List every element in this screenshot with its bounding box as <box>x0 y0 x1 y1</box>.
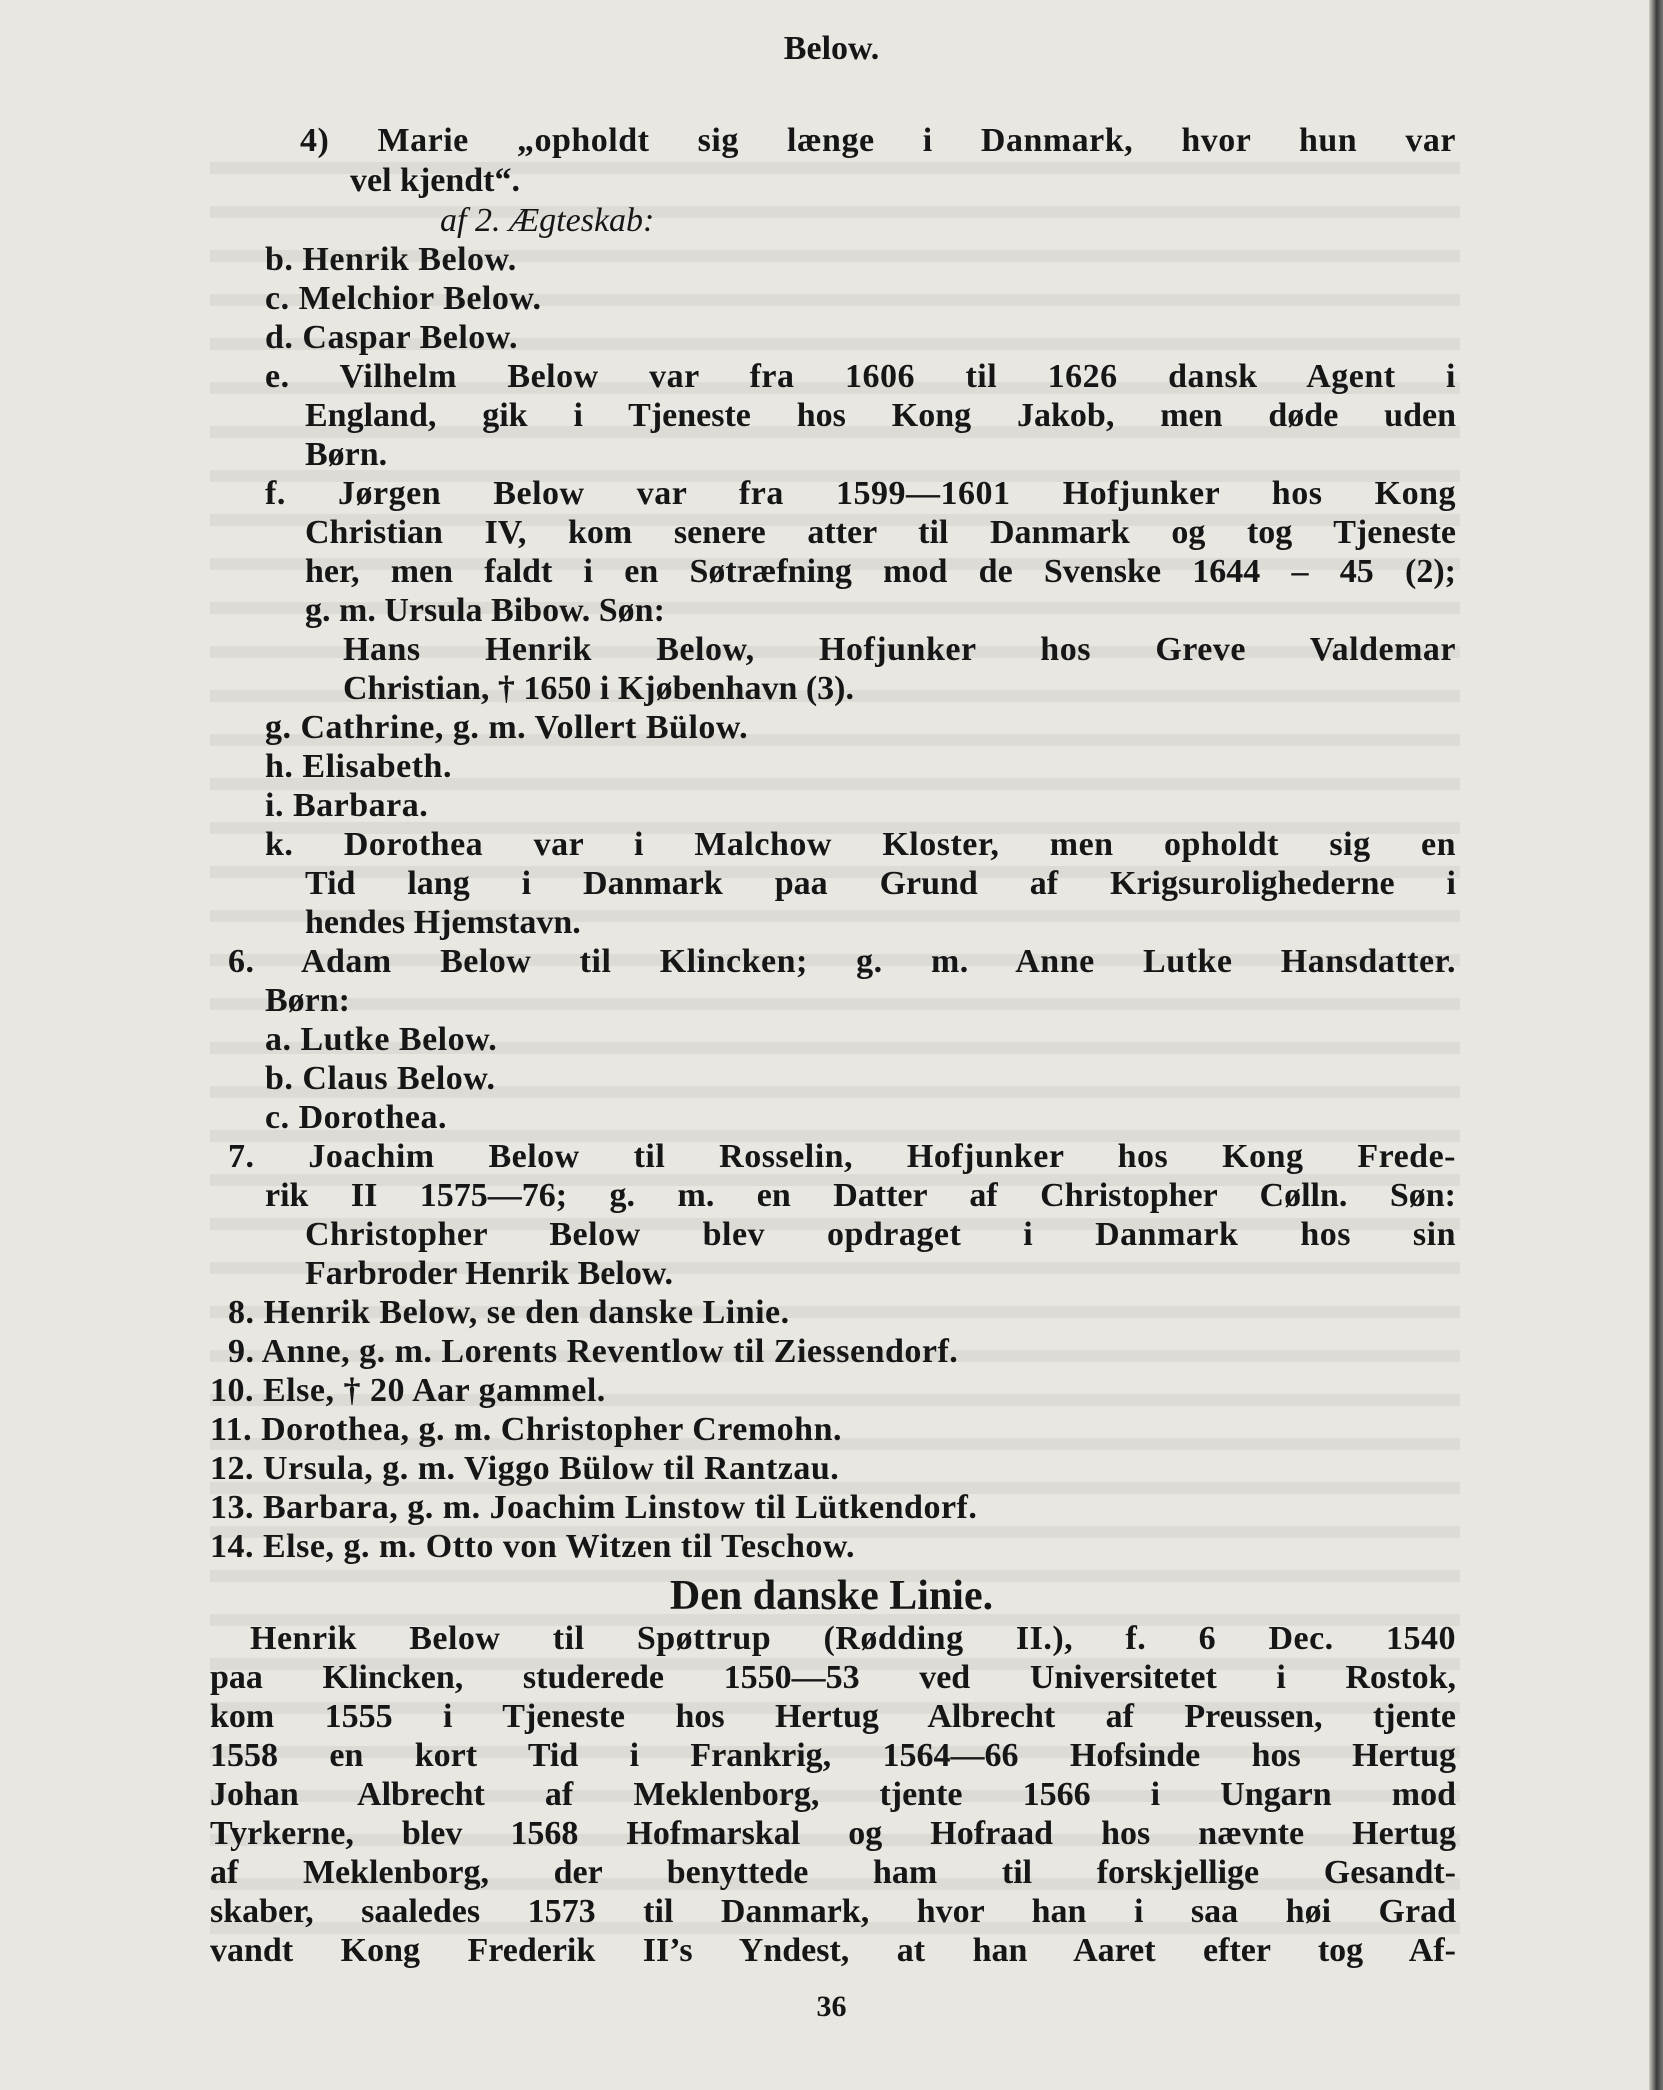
list-line: vel kjendt“. <box>350 162 520 199</box>
list-line: g. Cathrine, g. m. Vollert Bülow. <box>265 709 749 746</box>
list-line: c. Dorothea. <box>265 1099 447 1136</box>
list-line: her, men faldt i en Søtræfning mod de Svenske 1644 – 45 (2); <box>305 553 1456 590</box>
list-line: England, gik i Tjeneste hos Kong Jakob, men døde uden <box>305 397 1456 434</box>
list-line: 10. Else, † 20 Aar gammel. <box>210 1372 606 1409</box>
list-line: d. Caspar Below. <box>265 319 518 356</box>
list-line: f. Jørgen Below var fra 1599—1601 Hofjunker hos Kong <box>265 475 1456 512</box>
list-line: 12. Ursula, g. m. Viggo Bülow til Rantzau. <box>210 1450 840 1487</box>
list-line: e. Vilhelm Below var fra 1606 til 1626 dansk Agent i <box>265 358 1456 395</box>
paragraph-line: Johan Albrecht af Meklenborg, tjente 1566 i Ungarn mod <box>210 1776 1456 1813</box>
list-line: Farbroder Henrik Below. <box>305 1255 674 1292</box>
list-line: 11. Dorothea, g. m. Christopher Cremohn. <box>210 1411 842 1448</box>
paragraph-line: Henrik Below til Spøttrup (Rødding II.), f. 6 Dec. 1540 <box>250 1620 1456 1657</box>
list-line: k. Dorothea var i Malchow Kloster, men opholdt sig en <box>265 826 1456 863</box>
page-edge-shadow <box>1649 0 1663 2090</box>
list-line: g. m. Ursula Bibow. Søn: <box>305 592 665 629</box>
paragraph-line: af Meklenborg, der benyttede ham til forskjellige Gesandt- <box>210 1854 1456 1891</box>
list-subheading: af 2. Ægteskab: <box>440 202 655 239</box>
list-line: 14. Else, g. m. Otto von Witzen til Teschow. <box>210 1528 856 1565</box>
list-line: c. Melchior Below. <box>265 280 542 317</box>
list-line: a. Lutke Below. <box>265 1021 498 1058</box>
page-number: 36 <box>816 1990 847 2023</box>
list-line: b. Claus Below. <box>265 1060 496 1097</box>
paragraph-line: paa Klincken, studerede 1550—53 ved Universitetet i Rostok, <box>210 1659 1456 1696</box>
list-line: h. Elisabeth. <box>265 748 452 785</box>
list-line: 13. Barbara, g. m. Joachim Linstow til Lütkendorf. <box>210 1489 978 1526</box>
paragraph-line: skaber, saaledes 1573 til Danmark, hvor han i saa høi Grad <box>210 1893 1456 1930</box>
list-line: 8. Henrik Below, se den danske Linie. <box>228 1294 790 1331</box>
section-title: Den danske Linie. <box>669 1573 994 1619</box>
list-line: hendes Hjemstavn. <box>305 904 581 941</box>
paragraph-line: vandt Kong Frederik II’s Yndest, at han Aaret efter tog Af- <box>210 1932 1456 1969</box>
list-line: 9. Anne, g. m. Lorents Reventlow til Ziessendorf. <box>228 1333 959 1370</box>
paragraph-line: kom 1555 i Tjeneste hos Hertug Albrecht af Preussen, tjente <box>210 1698 1456 1735</box>
list-line: 4) Marie „opholdt sig længe i Danmark, hvor hun var <box>300 122 1456 159</box>
list-line: Børn: <box>265 982 350 1019</box>
list-line: Hans Henrik Below, Hofjunker hos Greve Valdemar <box>343 631 1456 668</box>
paragraph-line: Tyrkerne, blev 1568 Hofmarskal og Hofraad hos nævnte Hertug <box>210 1815 1456 1852</box>
list-line: 7. Joachim Below til Rosselin, Hofjunker hos Kong Frede- <box>228 1138 1456 1175</box>
list-line: rik II 1575—76; g. m. en Datter af Christopher Cølln. Søn: <box>265 1177 1456 1214</box>
list-line: 6. Adam Below til Klincken; g. m. Anne Lutke Hansdatter. <box>228 943 1456 980</box>
list-line: Christopher Below blev opdraget i Danmark hos sin <box>305 1216 1456 1253</box>
list-line: Børn. <box>305 436 388 473</box>
list-line: Tid lang i Danmark paa Grund af Krigsurolighederne i <box>305 865 1456 902</box>
list-line: b. Henrik Below. <box>265 241 517 278</box>
list-line: Christian IV, kom senere atter til Danmark og tog Tjeneste <box>305 514 1456 551</box>
running-head: Below. <box>783 30 880 67</box>
paragraph-line: 1558 en kort Tid i Frankrig, 1564—66 Hofsinde hos Hertug <box>210 1737 1456 1774</box>
list-line: i. Barbara. <box>265 787 429 824</box>
list-line: Christian, † 1650 i Kjøbenhavn (3). <box>343 670 854 707</box>
